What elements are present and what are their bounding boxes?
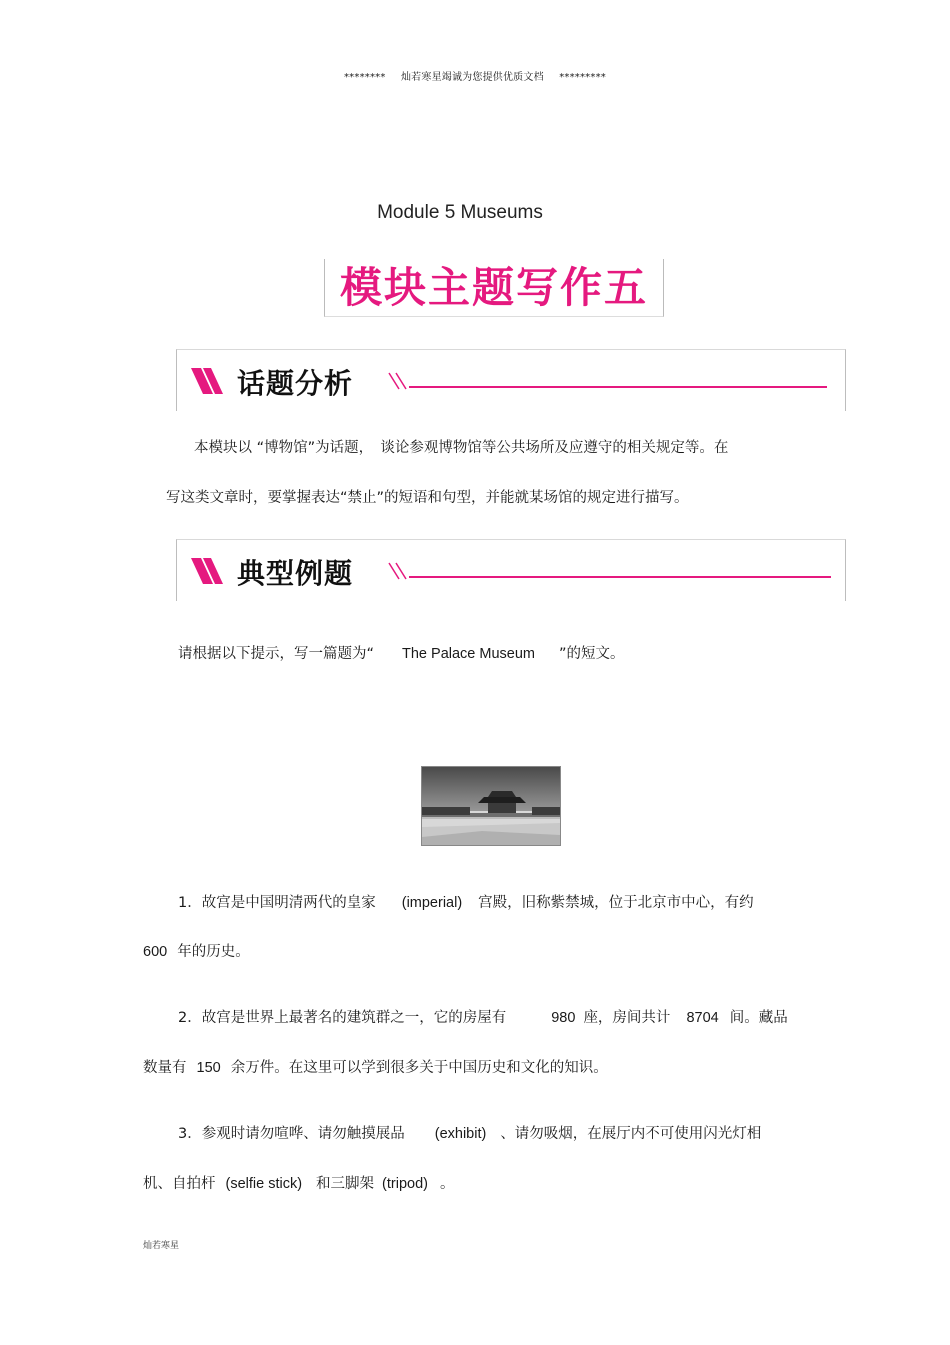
page-header [0, 68, 950, 83]
point-text: 余万件。在这里可以学到很多关于中国历史和文化的知识。 [230, 1060, 608, 1076]
page-footer: 灿若寒星 [143, 1241, 180, 1251]
point-text: 和三脚架 [316, 1176, 375, 1192]
topic-analysis-line-1: 本模块以 “博物馆”为话题， 谈论参观博物馆等公共场所及应遵守的相关规定等。在 [194, 440, 729, 456]
section-divider-line [409, 386, 827, 388]
point-term: (tripod) [382, 1176, 428, 1192]
point-number: 8704 [686, 1010, 719, 1026]
palace-museum-photo [421, 766, 561, 846]
point-text: 2．故宫是世界上最著名的建筑群之一，它的房屋有 [178, 1010, 507, 1026]
point-text: 座，房间共计 [583, 1010, 671, 1026]
point-3-line-1 [178, 1122, 761, 1143]
task-essay-title: The Palace Museum [402, 646, 535, 662]
point-1-line-2 [143, 940, 250, 961]
point-text: 间。藏品 [729, 1010, 788, 1026]
topic-analysis-line-2: 写这类文章时，要掌握表达“禁止”的短语和句型，并能就某场馆的规定进行描写。 [166, 490, 689, 506]
slash-icon [191, 558, 225, 584]
header-stars-right: ********* [559, 72, 606, 83]
banner-title: 模块主题写作五 [324, 259, 664, 317]
point-term: (exhibit) [434, 1126, 487, 1142]
point-number: 150 [196, 1060, 221, 1076]
point-2-line-1 [178, 1006, 788, 1027]
double-slash-icon [387, 562, 411, 580]
section-divider-line [409, 576, 831, 578]
point-text: 宫殿，旧称紫禁城，位于北京市中心，有约 [478, 895, 754, 911]
section-header-topic-analysis [176, 349, 846, 411]
point-number: 980 [551, 1010, 576, 1026]
module-title: Module 5 Museums [377, 202, 543, 223]
point-term: (selfie stick) [225, 1176, 303, 1192]
header-stars-left: ******** [343, 72, 386, 83]
point-3-line-2 [143, 1172, 454, 1193]
section-header-typical-example [176, 539, 846, 601]
point-text: 年的历史。 [177, 944, 250, 960]
task-instruction [178, 642, 625, 663]
slash-icon [191, 368, 225, 394]
point-term: (imperial) [401, 895, 463, 911]
point-2-line-2 [143, 1056, 608, 1077]
double-slash-icon [387, 372, 411, 390]
point-text: 3．参观时请勿喧哗、请勿触摸展品 [178, 1126, 405, 1142]
point-text: 。 [439, 1176, 455, 1192]
point-text: 数量有 [143, 1060, 187, 1076]
task-after: ”的短文。 [559, 646, 625, 662]
point-text: 、请勿吸烟，在展厅内不可使用闪光灯相 [500, 1126, 762, 1142]
point-text: 1．故宫是中国明清两代的皇家 [178, 895, 376, 911]
header-text: 灿若寒星竭诚为您提供优质文档 [400, 72, 544, 83]
point-text: 机、自拍杆 [143, 1176, 216, 1192]
section-title: 典型例题 [237, 557, 354, 590]
point-number: 600 [143, 944, 168, 960]
task-before: 请根据以下提示，写一篇题为“ [178, 646, 375, 662]
section-title: 话题分析 [237, 367, 354, 400]
point-1-line-1 [178, 891, 754, 912]
